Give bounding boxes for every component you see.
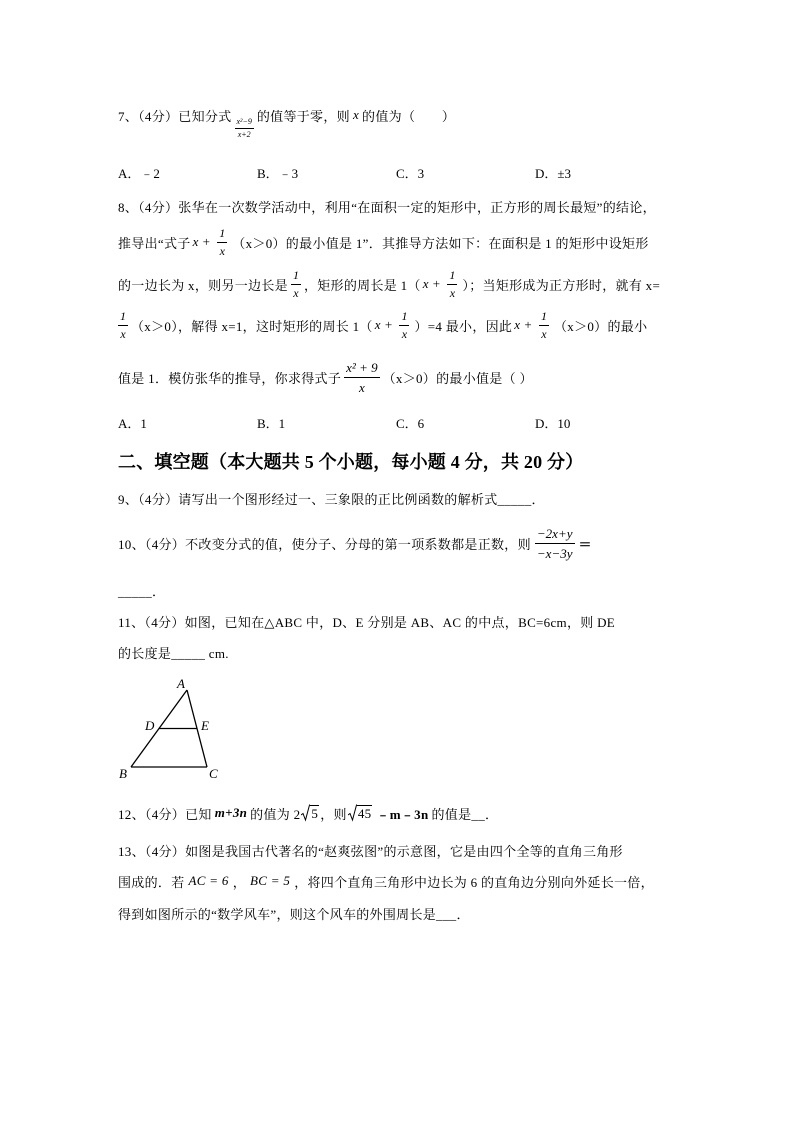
question-8-options (118, 414, 674, 434)
q13-line-2-text-b: ，将四个直角三角形中边长为 6 的直角边分别向外延长一倍， (294, 874, 654, 890)
question-8-line-1 (118, 196, 656, 216)
point-label-e: E (201, 718, 209, 733)
question-13-line-2 (118, 871, 654, 891)
section-heading-text: 二、填空题（本大题共 5 个小题，每小题 4 分，共 20 分） (118, 452, 584, 472)
q8-line-3-text-c: ）；当矩形成为正方形时，就有 x= (462, 277, 661, 293)
q7-option-b: B．﹣3 (257, 166, 299, 181)
fraction-numerator: −2x+y (536, 525, 573, 541)
fraction-denominator: x (399, 325, 409, 342)
radicand: 5 (311, 806, 319, 821)
expression-plus: + (384, 317, 393, 332)
q8-option-d: D．10 (535, 416, 571, 431)
square-root-45 (348, 804, 373, 822)
q7-text-middle: 的值等于零，则 (256, 108, 350, 124)
q12-text-c: ，则 (320, 806, 347, 822)
q13-line-3-text: 得到如图所示的“数学风车”，则这个风车的外围周长是___． (118, 906, 470, 922)
radical-sign-icon (348, 804, 357, 822)
q10-fraction (535, 525, 575, 562)
vertex-label-a: A (177, 676, 185, 691)
q13-line-2-comma: ， (232, 874, 247, 890)
expression-x: x (374, 317, 381, 332)
q12-expression: m+3n (214, 805, 248, 820)
q7-text-end: 的值为（ ） (362, 108, 456, 124)
question-7-stem (118, 105, 456, 139)
fraction-denominator: x (447, 284, 457, 301)
q8-option-b: B．1 (257, 416, 286, 431)
fraction-numerator: x² + 9 (346, 359, 378, 375)
fraction-denominator: x+2 (235, 128, 254, 140)
fraction-denominator: x (217, 242, 227, 259)
question-11-line-1 (118, 611, 615, 631)
q12-text-d: 的值是__． (431, 806, 499, 822)
q8-line-5-text-a: 值是 1．模仿张华的推导，你求得式子 (118, 370, 342, 386)
expression-plus: + (524, 317, 532, 332)
q10-equals: ＝ (578, 536, 592, 552)
question-9 (118, 488, 545, 508)
q8-option-a: A．1 (118, 416, 147, 431)
question-13-line-3 (118, 903, 470, 923)
expression-x: x (192, 234, 199, 249)
q8-line-4-text-c: （x＞0）的最小 (553, 318, 648, 334)
fraction-denominator: x (539, 325, 549, 342)
question-13-line-1 (118, 840, 623, 860)
fraction-numerator: 1 (292, 267, 299, 282)
target-fraction (344, 359, 379, 396)
q8-line-4-text-a: （x＞0），解得 x=1，这时矩形的周长 1（ (131, 318, 373, 334)
question-12 (118, 801, 498, 825)
q13-ac-value: AC = 6 (188, 873, 229, 888)
question-8-line-3 (118, 266, 660, 302)
reciprocal-fraction (539, 309, 549, 342)
question-8-line-5 (118, 358, 533, 396)
q8-line-2-text-a: 推导出“式子 (118, 235, 191, 251)
q8-line-5-text-b: （x＞0）的最小值是（ ） (382, 370, 533, 386)
reciprocal-fraction (399, 309, 409, 342)
q7-variable: x (352, 107, 360, 122)
fraction-numerator: 1 (219, 225, 226, 240)
fraction-denominator: −x−3y (535, 543, 575, 562)
q7-option-a: A．﹣2 (118, 166, 160, 181)
expression-plus: + (202, 234, 211, 249)
question-8-line-4 (118, 307, 647, 343)
q7-fraction (235, 117, 254, 140)
section-heading (118, 449, 583, 473)
q7-option-d: D．±3 (535, 166, 572, 181)
q8-line-3-text-a: 的一边长为 x，则另一边长是 (118, 277, 288, 293)
q11-line-2-text: 的长度是_____ cm. (118, 645, 229, 661)
q13-line-2-text-a: 围成的．若 (118, 874, 185, 890)
q9-text: 9、（4分）请写出一个图形经过一、三象限的正比例函数的解析式_____． (118, 491, 545, 507)
q12-text-a: 12、（4分）已知 (118, 806, 212, 822)
q8-line-2-text-b: （x＞0）的最小值是 1”．其推导方法如下：在面积是 1 的矩形中设矩形 (232, 235, 649, 251)
reciprocal-fraction (118, 309, 128, 342)
fraction-numerator: 1 (540, 308, 547, 323)
fraction-denominator: x (291, 284, 301, 301)
reciprocal-fraction (447, 268, 457, 301)
q12-expression-b: ﹣m﹣3n (376, 806, 429, 822)
q8-line-1-text: 8、（4分）张华在一次数学活动中，利用“在面积一定的矩形中，正方形的周长最短”的结论， (118, 199, 656, 215)
fraction-denominator: x (118, 325, 128, 342)
expression-x: x (514, 317, 521, 332)
expression-x-plus-reciprocal (375, 309, 413, 342)
q8-option-c: C．6 (396, 416, 425, 431)
fraction-numerator: 1 (449, 267, 456, 282)
q10-blank: _____． (118, 583, 166, 599)
fraction-numerator: x²−9 (236, 116, 252, 126)
expression-x-plus-reciprocal (193, 226, 231, 259)
expression-x-plus-reciprocal (514, 309, 552, 342)
point-label-d: D (145, 718, 155, 733)
fraction-denominator: x (344, 377, 379, 396)
question-10-answer-blank (118, 580, 165, 600)
vertex-label-c: C (209, 766, 218, 781)
q13-bc-value: BC = 5 (250, 873, 291, 888)
vertex-label-b: B (119, 766, 127, 781)
fraction-numerator: 1 (401, 308, 408, 323)
q12-text-b: 的值为 2 (250, 806, 301, 822)
radicand: 45 (357, 806, 372, 821)
q8-line-4-text-b: ）=4 最小，因此 (414, 318, 513, 334)
square-root-5 (301, 804, 319, 822)
reciprocal-fraction (217, 226, 227, 259)
expression-plus: + (432, 276, 441, 291)
question-8-line-2 (118, 224, 649, 260)
q7-text-start: 7、（4分）已知分式 (118, 108, 232, 124)
fraction-numerator: 1 (120, 308, 126, 323)
q10-text: 10、（4分）不改变分式的值，使分子、分母的第一项系数都是正数，则 (118, 536, 531, 552)
question-11-line-2 (118, 642, 229, 662)
q7-option-c: C．3 (396, 166, 425, 181)
reciprocal-fraction (291, 268, 301, 301)
question-10 (118, 524, 592, 562)
expression-x: x (422, 276, 429, 291)
q8-line-3-text-b: ，矩形的周长是 1（ (303, 277, 421, 293)
expression-x-plus-reciprocal (423, 268, 461, 301)
question-7-options (118, 164, 674, 184)
radical-sign-icon (301, 804, 310, 822)
q11-line-1-text: 11、（4分）如图，已知在△ABC 中，D、E 分别是 AB、AC 的中点，BC=6cm，则 DE (118, 614, 616, 630)
q13-line-1-text: 13、（4分）如图是我国古代著名的“赵爽弦图”的示意图，它是由四个全等的直角三角形 (118, 843, 623, 859)
triangle-figure (110, 670, 230, 788)
